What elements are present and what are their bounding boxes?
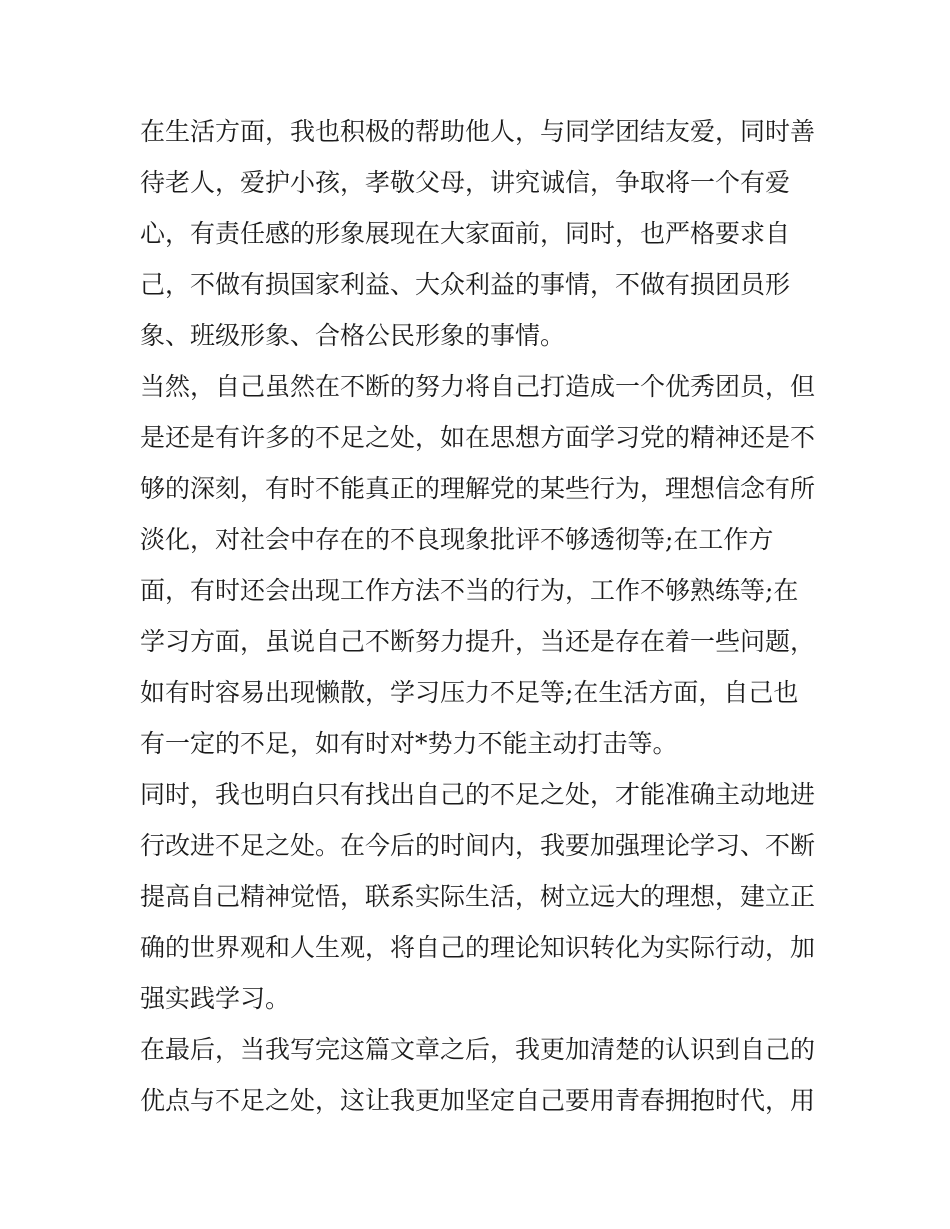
text-line: 强实践学习。 — [140, 984, 291, 1013]
text-line: 淡化，对社会中存在的不良现象批评不够透彻等;在工作方 — [140, 525, 774, 554]
body-text — [140, 106, 820, 1126]
text-line: 如有时容易出现懒散，学习压力不足等;在生活方面，自己也 — [140, 678, 799, 707]
text-line: 学习方面，虽说自己不断努力提升，当还是存在着一些问题， — [140, 627, 816, 656]
text-line: 行改进不足之处。在今后的时间内，我要加强理论学习、不断 — [140, 831, 816, 860]
text-line: 当然，自己虽然在不断的努力将自己打造成一个优秀团员，但 — [140, 372, 816, 401]
text-line: 够的深刻，有时不能真正的理解党的某些行为，理想信念有所 — [140, 474, 816, 503]
text-line: 面，有时还会出现工作方法不当的行为，工作不够熟练等;在 — [140, 576, 799, 605]
text-line: 同时，我也明白只有找出自己的不足之处，才能准确主动地进 — [140, 780, 816, 809]
text-line: 心，有责任感的形象展现在大家面前，同时，也严格要求自 — [140, 219, 791, 248]
text-line: 确的世界观和人生观，将自己的理论知识转化为实际行动，加 — [140, 933, 816, 962]
text-line: 优点与不足之处，这让我更加坚定自己要用青春拥抱时代，用 — [140, 1086, 816, 1115]
text-line: 是还是有许多的不足之处，如在思想方面学习党的精神还是不 — [140, 423, 816, 452]
text-line: 在最后，当我写完这篇文章之后，我更加清楚的认识到自己的 — [140, 1035, 816, 1064]
text-line: 象、班级形象、合格公民形象的事情。 — [140, 321, 566, 350]
text-line: 待老人，爱护小孩，孝敬父母，讲究诚信，争取将一个有爱 — [140, 168, 791, 197]
text-line: 在生活方面，我也积极的帮助他人，与同学团结友爱，同时善 — [140, 117, 816, 146]
text-line: 提高自己精神觉悟，联系实际生活，树立远大的理想，建立正 — [140, 882, 816, 911]
text-line: 己，不做有损国家利益、大众利益的事情，不做有损团员形 — [140, 270, 791, 299]
text-line: 有一定的不足，如有时对*势力不能主动打击等。 — [140, 729, 678, 758]
